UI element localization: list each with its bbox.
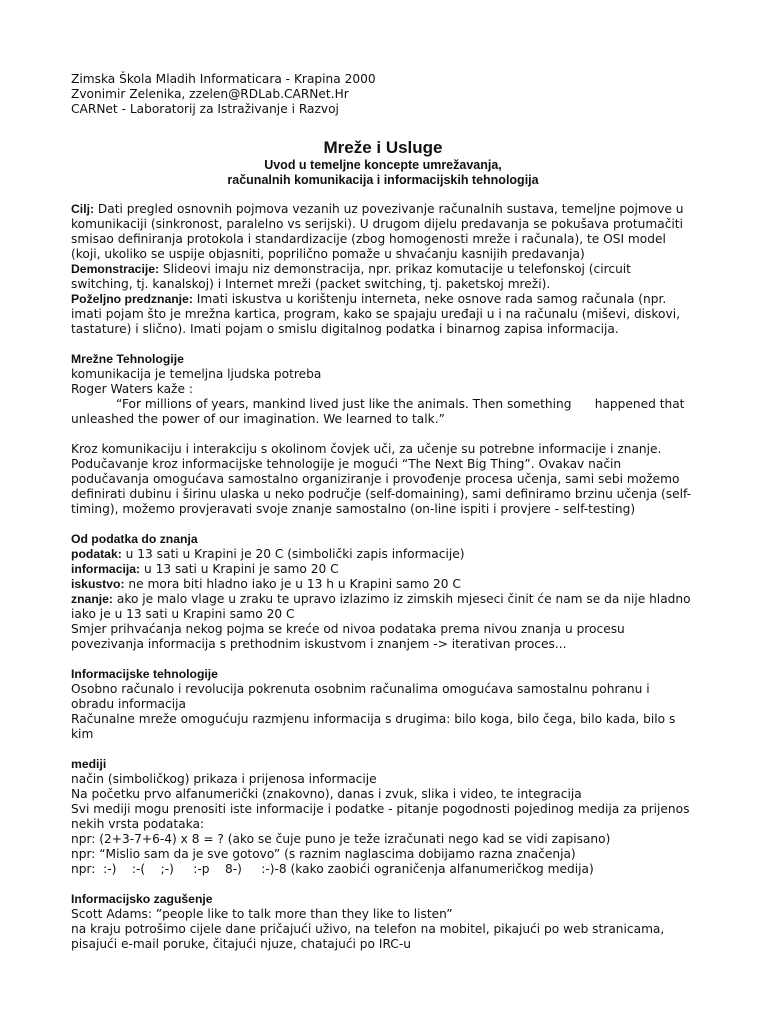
- knowledge-label: znanje:: [71, 592, 113, 606]
- data-knowledge-section: [71, 532, 695, 652]
- prerequisites-label: Poželjno predznanje:: [71, 292, 193, 306]
- media-line-1: način (simboličkog) prikaza i prijenosa informacije: [71, 772, 377, 786]
- media-heading: mediji: [71, 757, 107, 771]
- info-tech-section: [71, 667, 695, 742]
- prerequisites-text: Imati iskustva u korištenju interneta, neke osnove rada samog računala (npr. imati pojam što je mrežna kartica, program, kako se spajaju uređaji u i na računalu (miševi, diskovi, tastature) i slično). Imati pojam o smislu digitalnog podatka i binarnog zapisa informacija.: [71, 292, 680, 336]
- data-label: podatak:: [71, 547, 122, 561]
- media-line-2: Na početku prvo alfanumerički (znakovno), danas i zvuk, slika i video, te integracija: [71, 787, 582, 801]
- congestion-heading: Informacijsko zagušenje: [71, 892, 213, 906]
- goal-text: Dati pregled osnovnih pojmova vezanih uz povezivanje računalnih sustava, temeljne pojmove u komunikaciji (sinkronost, paralelno vs serijski). U drugom dijelu predavanja se pokušava protumačiti smisao definiranja protokola i standardizacije (zbog homogenosti mreže i računala), te OSI model (koji, ukoliko se uspije objasniti, popriličnо pomaže u shvaćanju kasnijih predavanja): [71, 202, 684, 261]
- media-line-4: npr: (2+3-7+6-4) x 8 = ? (ako se čuje puno je teže izračunati nego kad se vidi zapisano): [71, 832, 611, 846]
- header-org-line: CARNet - Laboratorij za Istraživanje i Razvoj: [71, 102, 339, 116]
- experience-label: iskustvo:: [71, 577, 125, 591]
- congestion-section: [71, 892, 695, 952]
- net-tech-line-1: komunikacija je temeljna ljudska potreba: [71, 367, 322, 381]
- document-content: [71, 72, 695, 952]
- intro-section: [71, 202, 695, 337]
- net-tech-heading: Mrežne Tehnologije: [71, 352, 184, 366]
- subtitle-line-2: računalnih komunikacija i informacijskih tehnologija: [227, 173, 539, 187]
- data-knowledge-heading: Od podatka do znanja: [71, 532, 198, 546]
- info-definition: [71, 562, 695, 577]
- info-text: u 13 sati u Krapini je samo 20 C: [140, 562, 339, 576]
- document-title: Mreže i Usluge: [323, 138, 443, 157]
- media-section: [71, 757, 695, 877]
- knowledge-definition: [71, 592, 695, 622]
- experience-text: ne mora biti hladno iako je u 13 h u Krapini samo 20 C: [124, 577, 461, 591]
- net-tech-paragraph: Kroz komunikaciju i interakciju s okolinom čovjek uči, za učenje su potrebne informacije i znanje. Podučavanje kroz informacijske tehnologije je mogući “The Next Big Thing”. Ovakav način podučavanja omogućava samostalno organiziranje i provođenje procesa učenja, sami sebi možemo definirati dubinu i širinu ulaska u neko područje (self-domaining), sami definiramo brzinu učenja (self-timing), možemo provjeravati svoje znanje samostalno (on-line ispiti i provjere - self-testing): [71, 442, 692, 516]
- media-line-5: npr: “Mislio sam da je sve gotovo” (s raznim naglascima dobijamo razna značenja): [71, 847, 576, 861]
- document-header: [71, 72, 695, 117]
- goal-paragraph: [71, 202, 695, 262]
- congestion-line-2: na kraju potrošimo cijele dane pričajući uživo, na telefon na mobitel, pikajući po web stranicama, pisajući e-mail poruke, čitajući njuze, chatajući po IRC-u: [71, 922, 665, 951]
- net-tech-line-2: Roger Waters kaže :: [71, 382, 193, 396]
- header-author-line: Zvonimir Zelenika, zzelen@RDLab.CARNet.Hr: [71, 87, 349, 101]
- info-label: informacija:: [71, 562, 141, 576]
- info-tech-heading: Informacijske tehnologije: [71, 667, 218, 681]
- demo-label: Demonstracije:: [71, 262, 160, 276]
- media-line-6: npr: :-) :-( ;-) :-p 8-) :-)-8 (kako zaobići ograničenja alfanumeričkog medija): [71, 862, 594, 876]
- quote-line-2: unleashed the power of our imagination. We learned to talk.”: [71, 412, 445, 426]
- congestion-line-1: Scott Adams: ”people like to talk more than they like to listen”: [71, 907, 453, 921]
- prerequisites-paragraph: [71, 292, 695, 337]
- experience-definition: [71, 577, 695, 592]
- info-tech-paragraph-2: Računalne mreže omogućuju razmjenu informacija s drugima: bilo koga, bilo čega, bilo kada, bilo s kim: [71, 712, 676, 741]
- net-tech-section: [71, 352, 695, 517]
- quote-line-1: “For millions of years, mankind lived just like the animals. Then something happened that: [116, 397, 685, 411]
- header-event-line: Zimska Škola Mladih Informaticara - Krapina 2000: [71, 72, 376, 86]
- data-definition: [71, 547, 695, 562]
- info-tech-paragraph-1: Osobno računalo i revolucija pokrenuta osobnim računalima omogućava samostalnu pohranu i obradu informacija: [71, 682, 650, 711]
- data-text: u 13 sati u Krapini je 20 C (simbolički zapis informacije): [121, 547, 465, 561]
- media-line-3: Svi mediji mogu prenositi iste informacije i podatke - pitanje pogodnosti pojedinog medija za prijenos nekih vrsta podataka:: [71, 802, 690, 831]
- demo-text: Slideovi imaju niz demonstracija, npr. prikaz komutacije u telefonskoj (circuit switching, tj. kanalskoj) i Internet mreži (packet switching, tj. paketskoj mreži).: [71, 262, 631, 291]
- data-knowledge-paragraph: Smjer prihvaćanja nekog pojma se kreće od nivoa podataka prema nivou znanja u procesu povezivanja informacija s prethodnim iskustvom i znanjem -> iterativan proces...: [71, 622, 625, 651]
- goal-label: Cilj:: [71, 202, 95, 216]
- knowledge-text: ako je malo vlage u zraku te upravo izlazimo iz zimskih mjeseci činit će nam se da nije hladno iako je u 13 sati u Krapini samo 20 C: [71, 592, 691, 621]
- demo-paragraph: [71, 262, 695, 292]
- subtitle-line-1: Uvod u temeljne koncepte umrežavanja,: [264, 158, 502, 172]
